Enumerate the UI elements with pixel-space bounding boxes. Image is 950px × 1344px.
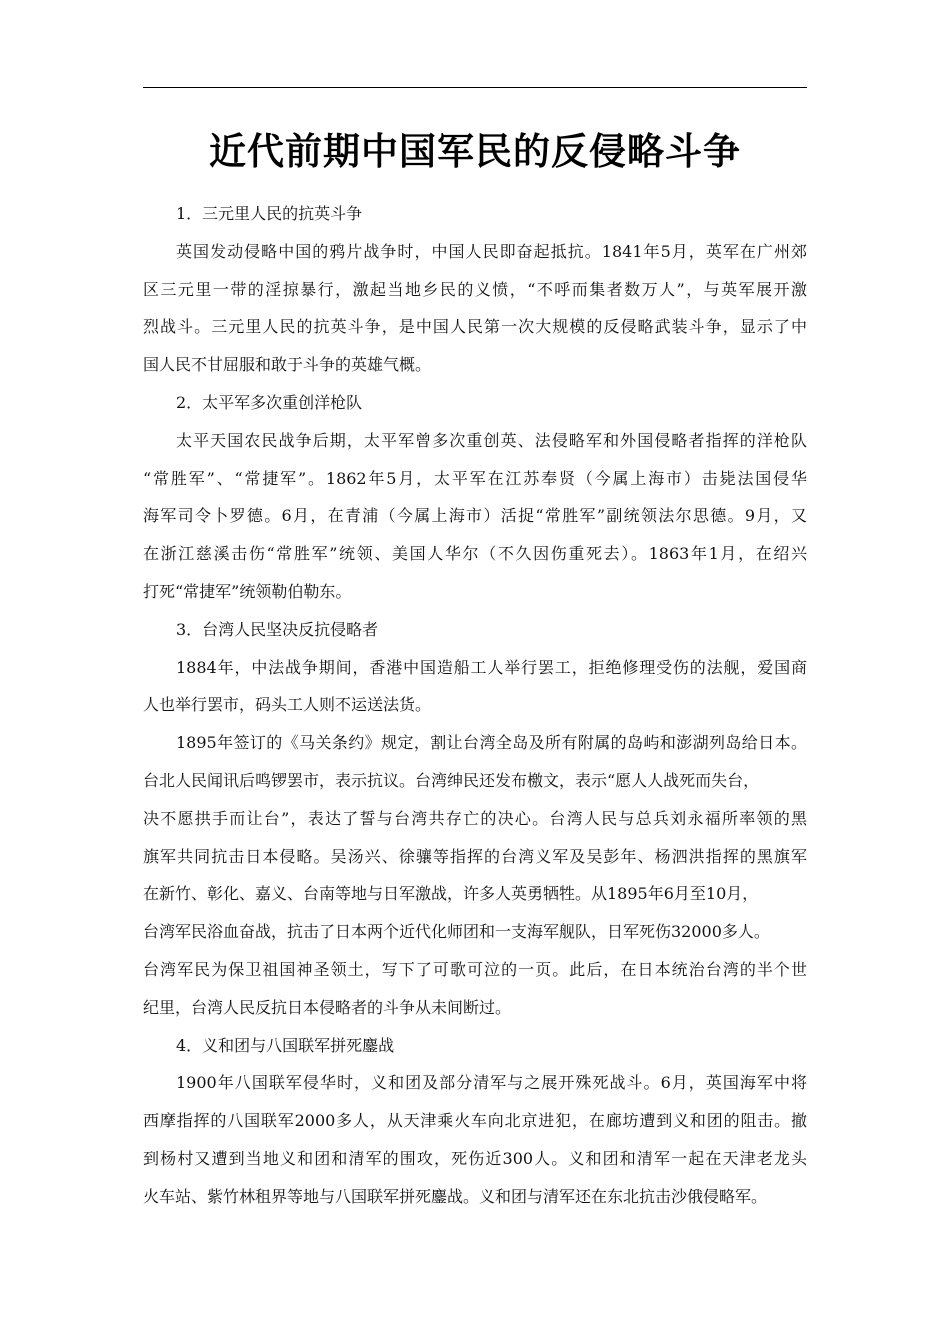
paragraph-line: 决不愿拱手而让台”，表达了誓与台湾共存亡的决心。台湾人民与总兵刘永福所率领的黑 — [143, 808, 807, 828]
paragraph-line: 1895年签订的《马关条约》规定，割让台湾全岛及所有附属的岛屿和澎湖列岛给日本。 — [176, 733, 807, 753]
paragraph-line: 区三元里一带的淫掠暴行，激起当地乡民的义愤，“不呼而集者数万人”，与英军展开激 — [143, 279, 807, 299]
paragraph-line: 西摩指挥的八国联军2000多人，从天津乘火车向北京进犯，在廊坊遭到义和团的阻击。撤 — [143, 1111, 807, 1131]
paragraph-line: 旗军共同抗击日本侵略。吴汤兴、徐骧等指挥的台湾义军及吴彭年、杨泗洪指挥的黑旗军 — [143, 846, 807, 866]
section-heading: 2．太平军多次重创洋枪队 — [176, 392, 363, 412]
paragraph-line: 台湾军民浴血奋战，抗击了日本两个近代化师团和一支海军舰队，日军死伤32000多人。 — [143, 922, 770, 942]
paragraph-line: 太平天国农民战争后期，太平军曾多次重创英、法侵略军和外国侵略者指挥的洋枪队 — [176, 430, 807, 450]
header-rule — [143, 87, 807, 88]
paragraph-line: 1900年八国联军侵华时，义和团及部分清军与之展开殊死战斗。6月，英国海军中将 — [176, 1073, 807, 1093]
paragraph-line: “常胜军”、“常捷军”。1862年5月，太平军在江苏奉贤（今属上海市）击毙法国侵华 — [143, 468, 807, 488]
paragraph-line: 人也举行罢市，码头工人则不运送法货。 — [143, 695, 432, 715]
page-title: 近代前期中国军民的反侵略斗争 — [209, 130, 741, 173]
paragraph-line: 1884年，中法战争期间，香港中国造船工人举行罢工，拒绝修理受伤的法舰，爱国商 — [176, 657, 807, 677]
paragraph-line: 国人民不甘屈服和敢于斗争的英雄气概。 — [143, 355, 432, 375]
paragraph-line: 海军司令卜罗德。6月，在青浦（今属上海市）活捉“常胜军”副统领法尔思德。9月，又 — [143, 506, 807, 526]
paragraph-line: 火车站、紫竹林租界等地与八国联军拼死鏖战。义和团与清军还在东北抗击沙俄侵略军。 — [143, 1186, 768, 1206]
section-heading: 1．三元里人民的抗英斗争 — [176, 204, 363, 223]
paragraph-line: 纪里，台湾人民反抗日本侵略者的斗争从未间断过。 — [143, 997, 512, 1017]
section-heading: 4．义和团与八国联军拼死鏖战 — [176, 1035, 395, 1055]
paragraph-line: 到杨村又遭到当地义和团和清军的围攻，死伤近300人。义和团和清军一起在天津老龙头 — [143, 1148, 807, 1168]
paragraph-line: 在浙江慈溪击伤“常胜军”统领、美国人华尔（不久因伤重死去）。1863年1月，在绍兴 — [143, 544, 807, 564]
paragraph-line: 英国发动侵略中国的鸦片战争时，中国人民即奋起抵抗。1841年5月，英军在广州郊 — [176, 241, 807, 261]
paragraph-line: 打死“常捷军”统领勒伯勒东。 — [143, 581, 352, 601]
paragraph-line: 在新竹、彰化、嘉义、台南等地与日军激战，许多人英勇牺牲。从1895年6月至10月， — [143, 884, 759, 904]
section-heading: 3．台湾人民坚决反抗侵略者 — [176, 619, 379, 639]
paragraph-line: 台湾军民为保卫祖国神圣领土，写下了可歌可泣的一页。此后，在日本统治台湾的半个世 — [143, 959, 807, 979]
paragraph-line: 烈战斗。三元里人民的抗英斗争，是中国人民第一次大规模的反侵略武装斗争，显示了中 — [143, 317, 807, 337]
paragraph-line: 台北人民闻讯后鸣锣罢市，表示抗议。台湾绅民还发布檄文，表示“愿人人战死而失台， — [143, 770, 760, 790]
document-body — [143, 195, 807, 1216]
